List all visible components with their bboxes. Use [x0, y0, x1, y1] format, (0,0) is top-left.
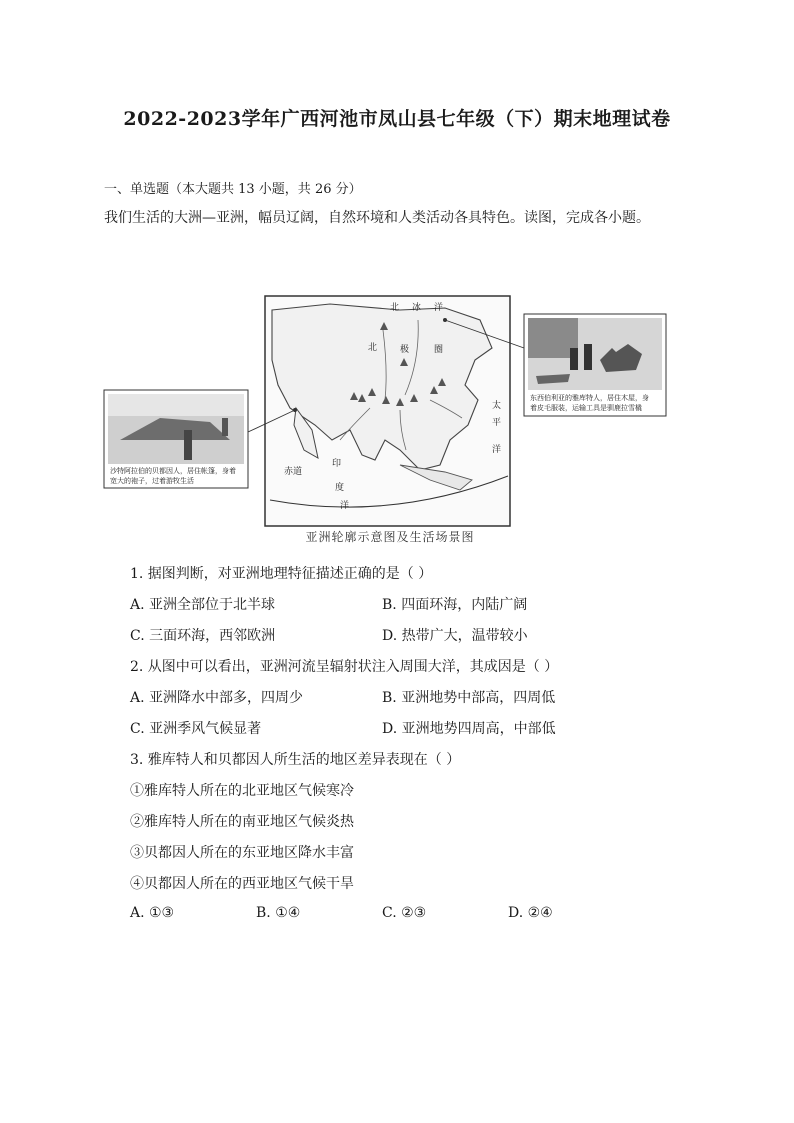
- label-equator: 赤道: [284, 466, 303, 476]
- left-photo-caption-1: 沙特阿拉伯的贝都因人，居住帐篷，身着: [110, 468, 236, 475]
- label-pacific-2: 平: [492, 417, 502, 427]
- label-arctic-3: 洋: [434, 302, 444, 312]
- label-circle-1: 北: [368, 342, 378, 352]
- asia-map-figure: [100, 290, 668, 550]
- intro-text: 我们生活的大洲—亚洲，幅员辽阔，自然环境和人类活动各具特色。读图，完成各小题。: [104, 210, 650, 226]
- label-circle-2: 极: [400, 344, 410, 354]
- right-photo-caption-1: 东西伯利亚的雅库特人，居住木屋，身: [530, 395, 649, 402]
- q3-statement-1: ①雅库特人所在的北亚地区气候寒冷: [130, 783, 354, 799]
- right-photo-caption-2: 着皮毛服装，运输工具是驯鹿拉雪橇: [530, 405, 642, 412]
- figure-caption: 亚洲轮廓示意图及生活场景图: [305, 530, 475, 544]
- label-arctic-1: 北: [390, 302, 400, 312]
- q2-option-d: D. 亚洲地势四周高，中部低: [382, 721, 556, 737]
- bedouin-photo: [104, 390, 248, 488]
- q2-option-c: C. 亚洲季风气候显著: [130, 721, 262, 737]
- label-pacific-3: 洋: [492, 444, 502, 454]
- q1-option-a: A. 亚洲全部位于北半球: [130, 597, 276, 613]
- q3-option-a: A. ①③: [130, 905, 175, 921]
- left-photo-caption-2: 宽大的袍子，过着游牧生活: [110, 478, 194, 485]
- q1-option-b: B. 四面环海，内陆广阔: [382, 597, 528, 613]
- q3-statement-4: ④贝都因人所在的西亚地区气候干旱: [130, 876, 354, 892]
- q3-option-d: D. ②④: [508, 905, 553, 921]
- label-indian-2: 度: [335, 482, 345, 492]
- section-heading: 一、单选题（本大题共 13 小题，共 26 分）: [104, 182, 362, 197]
- question-3-stem: 3. 雅库特人和贝都因人所生活的地区差异表现在（ ）: [130, 752, 461, 768]
- label-indian-3: 洋: [340, 500, 350, 510]
- label-arctic-2: 冰: [412, 302, 422, 312]
- q2-option-b: B. 亚洲地势中部高，四周低: [382, 690, 556, 706]
- q3-statement-2: ②雅库特人所在的南亚地区气候炎热: [130, 814, 354, 830]
- q3-option-c: C. ②③: [382, 905, 427, 921]
- q3-statement-3: ③贝都因人所在的东亚地区降水丰富: [130, 845, 354, 861]
- label-pacific-1: 太: [492, 400, 502, 410]
- q1-option-c: C. 三面环海，西邻欧洲: [130, 628, 276, 644]
- label-circle-3: 圈: [434, 344, 444, 354]
- page-title: 2022-2023学年广西河池市凤山县七年级（下）期末地理试卷: [123, 108, 671, 130]
- yakut-photo: [524, 314, 666, 416]
- question-1-stem: 1. 据图判断，对亚洲地理特征描述正确的是（ ）: [130, 566, 433, 582]
- q3-option-b: B. ①④: [256, 905, 301, 921]
- label-indian-1: 印: [332, 458, 342, 468]
- question-2-stem: 2. 从图中可以看出，亚洲河流呈辐射状注入周围大洋，其成因是（ ）: [130, 659, 559, 675]
- q1-option-d: D. 热带广大，温带较小: [382, 628, 528, 644]
- q2-option-a: A. 亚洲降水中部多，四周少: [130, 690, 304, 706]
